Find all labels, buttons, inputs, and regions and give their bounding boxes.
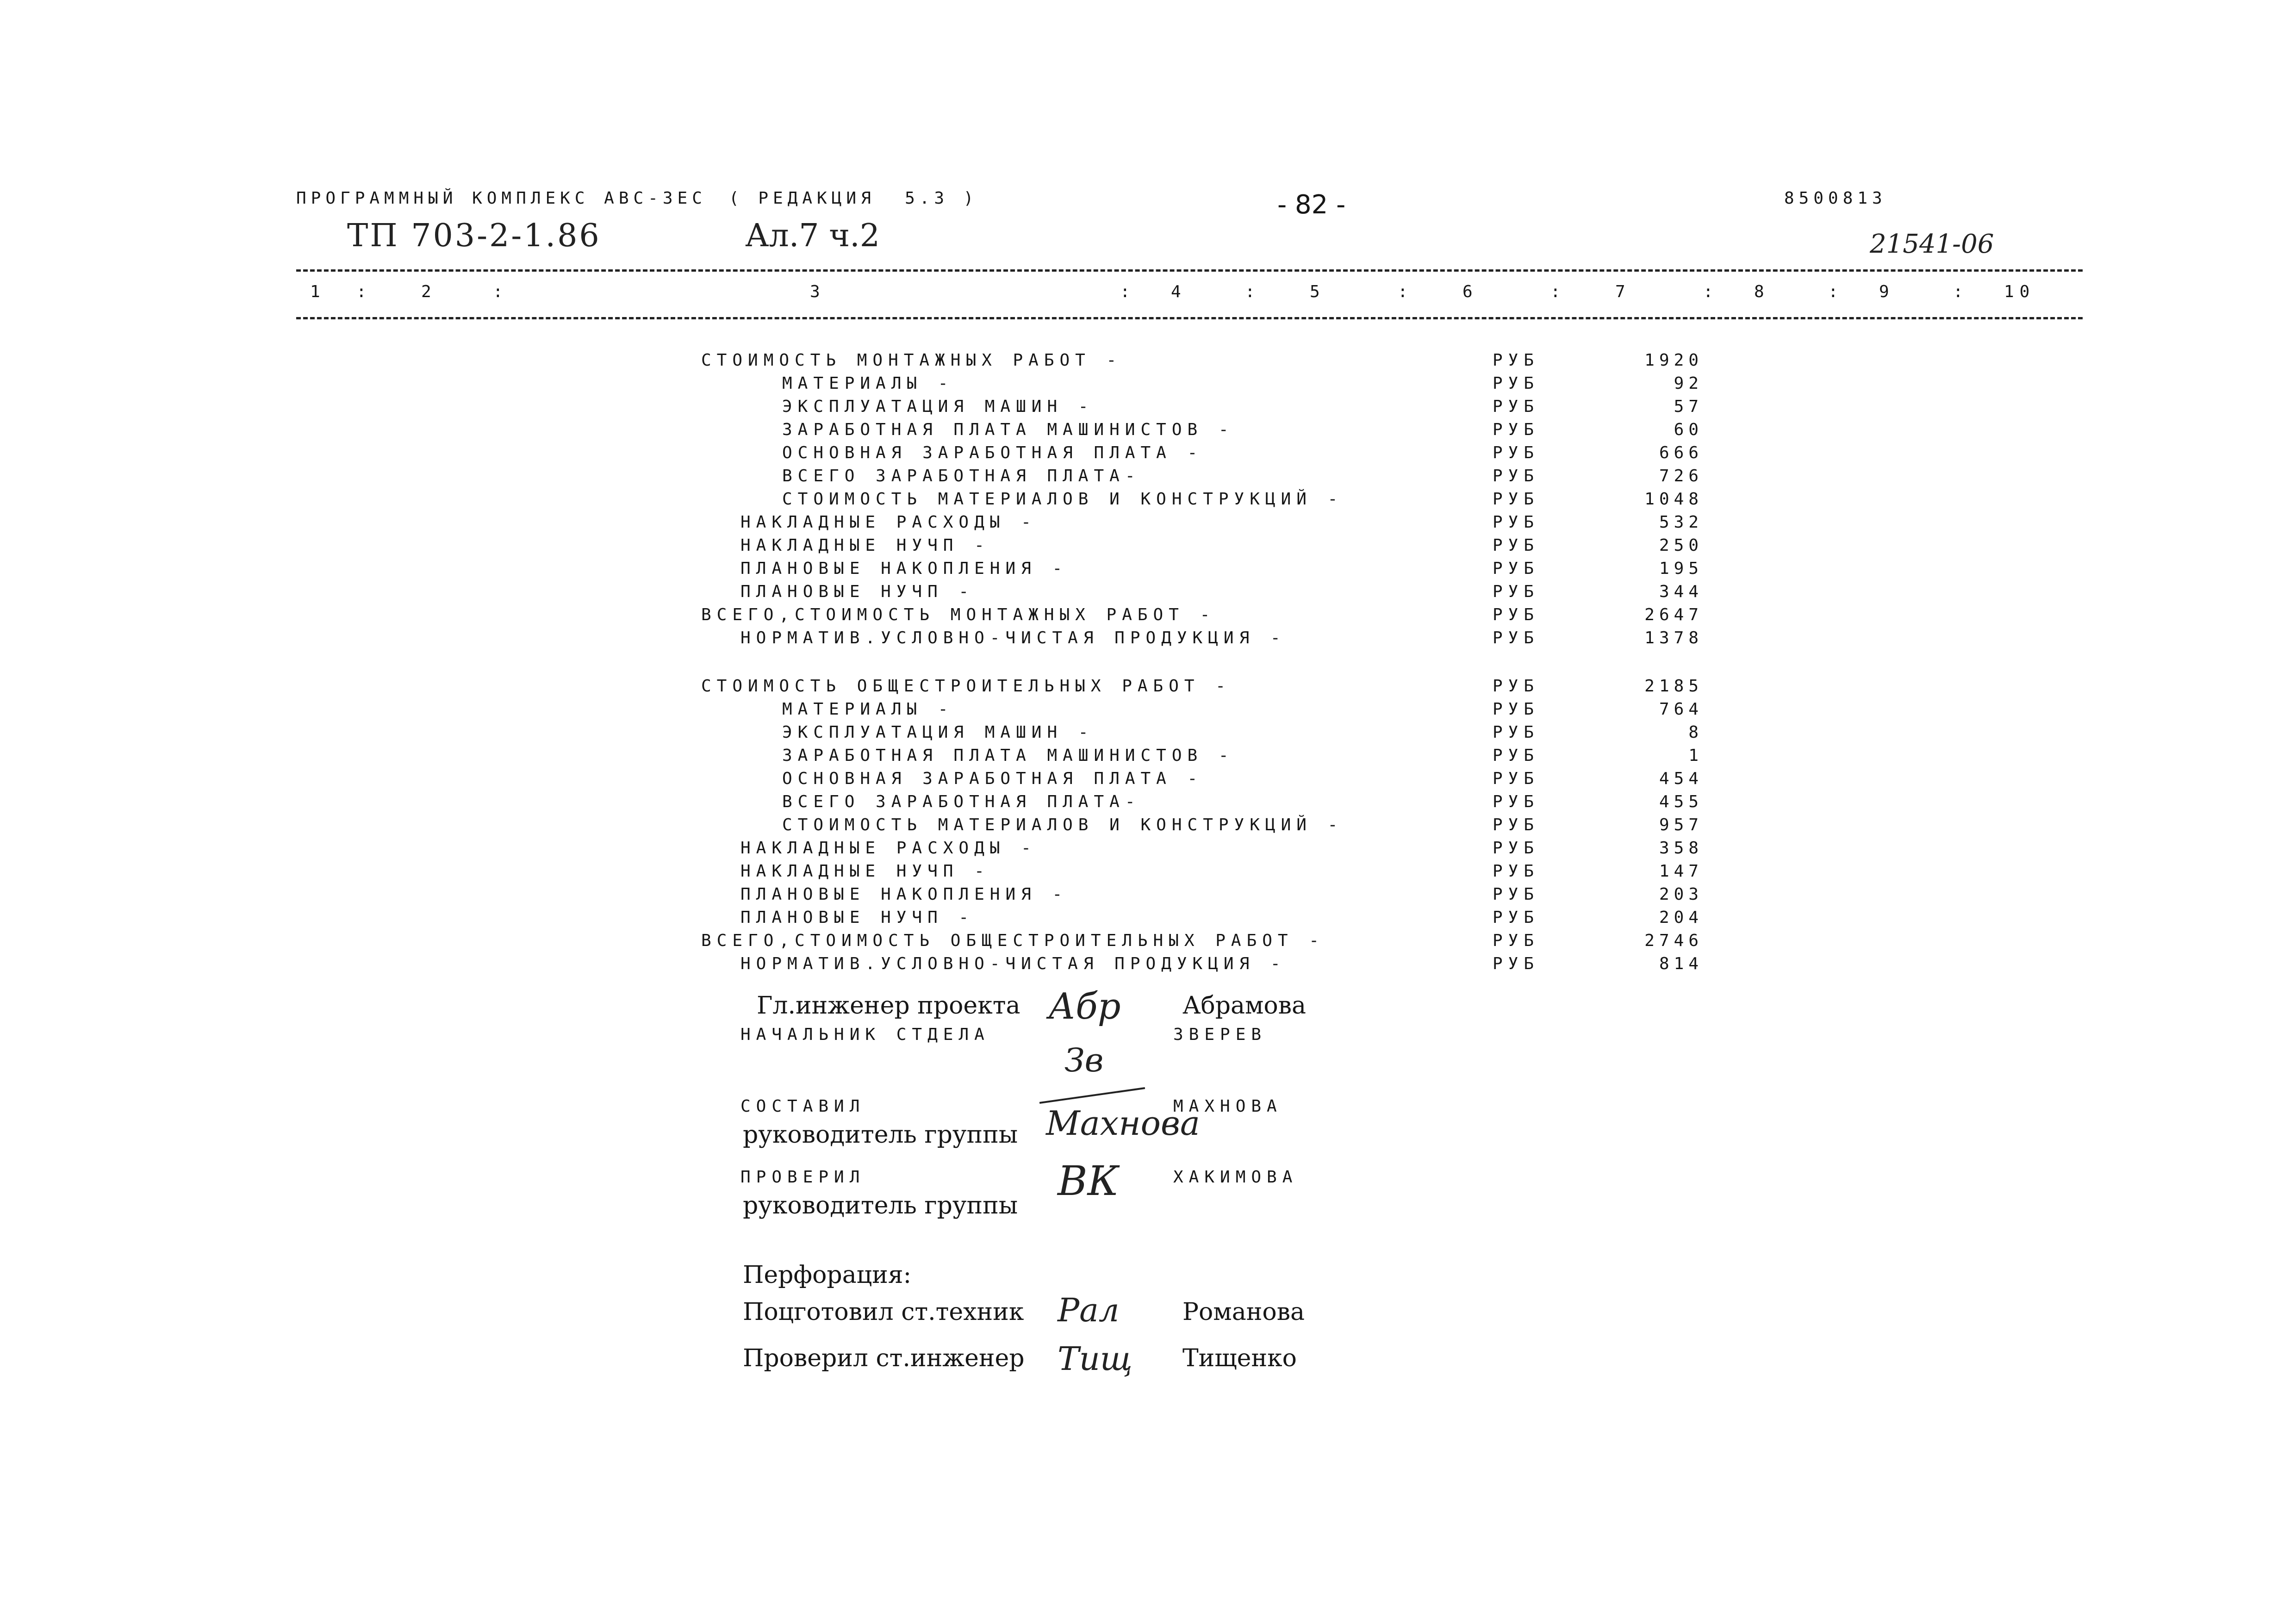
table-row xyxy=(0,700,2296,723)
row-value: 1 xyxy=(1688,746,1703,765)
col-sep: : xyxy=(1703,282,1719,301)
checked-label: ПРОВЕРИЛ xyxy=(740,1168,865,1187)
row-label: ВСЕГО,СТОИМОСТЬ ОБЩЕСТРОИТЕЛЬНЫХ РАБОТ - xyxy=(701,931,1325,950)
table-row xyxy=(0,536,2296,559)
col-sep: : xyxy=(1120,282,1136,301)
table-row xyxy=(0,954,2296,977)
album-handwritten: Ал.7 ч.2 xyxy=(745,218,880,254)
row-unit: РУБ xyxy=(1493,954,1540,973)
row-unit: РУБ xyxy=(1493,536,1540,555)
row-label: НОРМАТИВ.УСЛОВНО-ЧИСТАЯ ПРОДУКЦИЯ - xyxy=(740,628,1286,647)
program-name: ПРОГРАММНЫЙ КОМПЛЕКС АВС-3ЕС xyxy=(296,189,707,208)
row-unit: РУБ xyxy=(1493,677,1540,696)
row-value: 532 xyxy=(1659,513,1703,532)
table-row xyxy=(0,677,2296,700)
row-unit: РУБ xyxy=(1493,420,1540,439)
verified-name: Тищенко xyxy=(1182,1344,1297,1372)
row-label: СТОИМОСТЬ МАТЕРИАЛОВ И КОНСТРУКЦИЙ - xyxy=(782,815,1344,834)
compiled-role: руководитель группы xyxy=(743,1121,1018,1149)
table-row xyxy=(0,374,2296,397)
prepared-label: Поцготовил ст.техник xyxy=(743,1298,1024,1326)
col-num-10: 10 xyxy=(2004,282,2035,301)
row-value: 92 xyxy=(1674,374,1703,393)
row-label: ЭКСПЛУАТАЦИЯ МАШИН - xyxy=(782,397,1094,416)
row-label: МАТЕРИАЛЫ - xyxy=(782,374,954,393)
row-label: ПЛАНОВЫЕ НАКОПЛЕНИЯ - xyxy=(740,559,1068,578)
col-num-3: 3 xyxy=(810,282,826,301)
row-label: ВСЕГО,СТОИМОСТЬ МОНТАЖНЫХ РАБОТ - xyxy=(701,605,1216,624)
row-value: 250 xyxy=(1659,536,1703,555)
row-unit: РУБ xyxy=(1493,374,1540,393)
row-label: ЗАРАБОТНАЯ ПЛАТА МАШИНИСТОВ - xyxy=(782,746,1234,765)
table-row xyxy=(0,885,2296,908)
compiled-name: МАХНОВА xyxy=(1173,1097,1282,1116)
row-label: НАКЛАДНЫЕ РАСХОДЫ - xyxy=(740,839,1037,858)
col-sep: : xyxy=(1245,282,1261,301)
row-value: 455 xyxy=(1659,792,1703,811)
checked-role: руководитель группы xyxy=(743,1192,1018,1220)
bottom-dashed-rule xyxy=(296,317,2083,319)
row-unit: РУБ xyxy=(1493,467,1540,485)
row-label: НОРМАТИВ.УСЛОВНО-ЧИСТАЯ ПРОДУКЦИЯ - xyxy=(740,954,1286,973)
row-value: 1378 xyxy=(1644,628,1703,647)
table-row xyxy=(0,559,2296,582)
edition-label: ( РЕДАКЦИЯ 5.3 ) xyxy=(729,189,978,208)
row-label: ПЛАНОВЫЕ НУЧП - xyxy=(740,582,975,601)
signature-makhnova: Махнова xyxy=(1046,1104,1200,1143)
checked-name: ХАКИМОВА xyxy=(1173,1168,1298,1187)
col-num-4: 4 xyxy=(1171,282,1187,301)
row-label: ЗАРАБОТНАЯ ПЛАТА МАШИНИСТОВ - xyxy=(782,420,1234,439)
table-row xyxy=(0,420,2296,443)
row-label: ЭКСПЛУАТАЦИЯ МАШИН - xyxy=(782,723,1094,742)
row-value: 147 xyxy=(1659,862,1703,881)
chief-engineer-label: Гл.инженер проекта xyxy=(757,992,1020,1020)
row-label: ОСНОВНАЯ ЗАРАБОТНАЯ ПЛАТА - xyxy=(782,443,1203,462)
row-value: 2746 xyxy=(1644,931,1703,950)
col-num-1: 1 xyxy=(310,282,326,301)
row-value: 204 xyxy=(1659,908,1703,927)
chief-engineer-name: Абрамова xyxy=(1182,992,1307,1020)
row-unit: РУБ xyxy=(1493,559,1540,578)
row-unit: РУБ xyxy=(1493,628,1540,647)
col-num-6: 6 xyxy=(1462,282,1478,301)
table-row xyxy=(0,746,2296,769)
col-num-8: 8 xyxy=(1754,282,1770,301)
row-value: 454 xyxy=(1659,769,1703,788)
row-unit: РУБ xyxy=(1493,513,1540,532)
table-row xyxy=(0,397,2296,420)
row-value: 726 xyxy=(1659,467,1703,485)
perforation-title: Перфорация: xyxy=(743,1261,912,1289)
row-unit: РУБ xyxy=(1493,885,1540,904)
col-sep: : xyxy=(493,282,509,301)
dept-head-label: НАЧАЛЬНИК СТДЕЛА xyxy=(740,1025,990,1044)
row-label: СТОИМОСТЬ МАТЕРИАЛОВ И КОНСТРУКЦИЙ - xyxy=(782,490,1344,509)
table-row xyxy=(0,443,2296,467)
signature-stroke xyxy=(1039,1087,1145,1104)
col-num-9: 9 xyxy=(1879,282,1895,301)
row-value: 666 xyxy=(1659,443,1703,462)
row-unit: РУБ xyxy=(1493,908,1540,927)
signature-zverev: Зв xyxy=(1064,1041,1104,1079)
row-value: 344 xyxy=(1659,582,1703,601)
row-unit: РУБ xyxy=(1493,862,1540,881)
table-row xyxy=(0,931,2296,954)
row-unit: РУБ xyxy=(1493,351,1540,370)
row-value: 203 xyxy=(1659,885,1703,904)
col-num-2: 2 xyxy=(421,282,437,301)
inventory-handwritten: 21541-06 xyxy=(1870,229,1994,259)
row-label: ПЛАНОВЫЕ НАКОПЛЕНИЯ - xyxy=(740,885,1068,904)
row-label: ВСЕГО ЗАРАБОТНАЯ ПЛАТА- xyxy=(782,467,1141,485)
verified-label: Проверил ст.инженер xyxy=(743,1344,1025,1372)
table-row xyxy=(0,628,2296,652)
top-dashed-rule xyxy=(296,269,2083,272)
row-unit: РУБ xyxy=(1493,582,1540,601)
document-code: 8500813 xyxy=(1784,189,1887,208)
row-label: НАКЛАДНЫЕ РАСХОДЫ - xyxy=(740,513,1037,532)
row-unit: РУБ xyxy=(1493,723,1540,742)
row-label: ВСЕГО ЗАРАБОТНАЯ ПЛАТА- xyxy=(782,792,1141,811)
table-row xyxy=(0,490,2296,513)
row-value: 764 xyxy=(1659,700,1703,719)
row-label: СТОИМОСТЬ ОБЩЕСТРОИТЕЛЬНЫХ РАБОТ - xyxy=(701,677,1231,696)
compiled-label: СОСТАВИЛ xyxy=(740,1097,865,1116)
row-unit: РУБ xyxy=(1493,397,1540,416)
col-num-5: 5 xyxy=(1310,282,1325,301)
row-unit: РУБ xyxy=(1493,769,1540,788)
row-value: 814 xyxy=(1659,954,1703,973)
row-unit: РУБ xyxy=(1493,792,1540,811)
row-value: 2647 xyxy=(1644,605,1703,624)
project-number-handwritten: ТП 703-2-1.86 xyxy=(347,218,601,254)
table-row xyxy=(0,605,2296,628)
row-unit: РУБ xyxy=(1493,605,1540,624)
col-sep: : xyxy=(1953,282,1969,301)
table-row xyxy=(0,908,2296,931)
signature-tishchenko: Тищ xyxy=(1058,1340,1132,1378)
row-unit: РУБ xyxy=(1493,490,1540,509)
row-unit: РУБ xyxy=(1493,931,1540,950)
row-label: НАКЛАДНЫЕ НУЧП - xyxy=(740,862,990,881)
signature-abramova: Абр xyxy=(1048,986,1121,1027)
row-value: 8 xyxy=(1688,723,1703,742)
row-label: ПЛАНОВЫЕ НУЧП - xyxy=(740,908,975,927)
row-label: МАТЕРИАЛЫ - xyxy=(782,700,954,719)
table-row xyxy=(0,513,2296,536)
page-number: - 82 - xyxy=(1277,190,1346,220)
row-label: СТОИМОСТЬ МОНТАЖНЫХ РАБОТ - xyxy=(701,351,1122,370)
col-sep: : xyxy=(1828,282,1844,301)
row-unit: РУБ xyxy=(1493,839,1540,858)
col-sep: : xyxy=(1398,282,1413,301)
table-row xyxy=(0,815,2296,839)
prepared-name: Романова xyxy=(1182,1298,1305,1326)
row-unit: РУБ xyxy=(1493,746,1540,765)
row-value: 2185 xyxy=(1644,677,1703,696)
table-row xyxy=(0,792,2296,815)
row-value: 1048 xyxy=(1644,490,1703,509)
row-value: 957 xyxy=(1659,815,1703,834)
table-row xyxy=(0,723,2296,746)
row-value: 1920 xyxy=(1644,351,1703,370)
row-value: 358 xyxy=(1659,839,1703,858)
dept-head-name: ЗВЕРЕВ xyxy=(1173,1025,1267,1044)
signature-romanova: Рал xyxy=(1058,1291,1120,1329)
table-row xyxy=(0,862,2296,885)
row-unit: РУБ xyxy=(1493,700,1540,719)
table-row xyxy=(0,582,2296,605)
row-unit: РУБ xyxy=(1493,815,1540,834)
col-num-7: 7 xyxy=(1615,282,1631,301)
table-row xyxy=(0,467,2296,490)
row-label: ОСНОВНАЯ ЗАРАБОТНАЯ ПЛАТА - xyxy=(782,769,1203,788)
row-value: 60 xyxy=(1674,420,1703,439)
table-row xyxy=(0,769,2296,792)
table-row xyxy=(0,351,2296,374)
row-label: НАКЛАДНЫЕ НУЧП - xyxy=(740,536,990,555)
row-value: 57 xyxy=(1674,397,1703,416)
row-unit: РУБ xyxy=(1493,443,1540,462)
col-sep: : xyxy=(356,282,372,301)
col-sep: : xyxy=(1550,282,1566,301)
row-value: 195 xyxy=(1659,559,1703,578)
table-row xyxy=(0,839,2296,862)
signature-khakimova: ВК xyxy=(1058,1157,1119,1205)
